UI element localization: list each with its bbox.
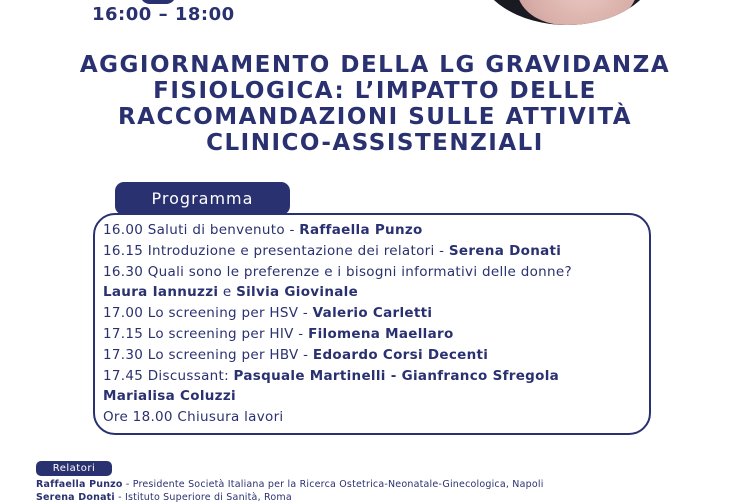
speaker-name: Serena Donati: [448, 242, 562, 259]
title-line: CLINICO-ASSISTENZIALI: [206, 130, 544, 156]
program-item: 17.00 Lo screening per HSV - Valerio Carletti: [103, 305, 433, 322]
relatore-name: Raffaella Punzo: [36, 479, 123, 490]
speaker-name: Pasquale Martinelli - Gianfranco Sfregola: [233, 367, 560, 384]
program-item: 16.30 Quali sono le preferenze e i bisogni informativi delle donne?: [103, 263, 572, 280]
speaker-name: Laura Iannuzzi: [103, 284, 219, 301]
relatore-item: Serena Donati - Istituto Superiore di Sanità, Roma: [36, 492, 292, 503]
title-line: RACCOMANDAZIONI SULLE ATTIVITÀ: [117, 104, 633, 130]
program-item: Laura Iannuzzi e Silvia Giovinale: [103, 284, 359, 301]
speaker-name: Silvia Giovinale: [236, 284, 359, 301]
program-item: 17.45 Discussant: Pasquale Martinelli - Gianfranco Sfregola: [103, 367, 560, 384]
speaker-photo: [477, 0, 657, 25]
speaker-name: Edoardo Corsi Decenti: [312, 346, 489, 363]
event-title: [0, 52, 750, 156]
title-line: AGGIORNAMENTO DELLA LG GRAVIDANZA: [79, 52, 671, 78]
program-item: 17.15 Lo screening per HIV - Filomena Maellaro: [103, 325, 454, 342]
program-item: 17.30 Lo screening per HBV - Edoardo Corsi Decenti: [103, 346, 489, 363]
programma-label: Programma: [115, 182, 290, 215]
speaker-name: Marialisa Coluzzi: [103, 388, 236, 405]
program-item: 16.15 Introduzione e presentazione dei relatori - Serena Donati: [103, 242, 562, 259]
relatore-name: Serena Donati: [36, 492, 115, 503]
speaker-name: Raffaella Punzo: [299, 222, 423, 238]
programma-list: [103, 220, 648, 428]
speaker-name: Filomena Maellaro: [308, 325, 454, 342]
program-item: Ore 18.00 Chiusura lavori: [103, 409, 284, 426]
event-time: 16:00 – 18:00: [92, 4, 235, 25]
title-line: FISIOLOGICA: L’IMPATTO DELLE: [153, 78, 597, 104]
relatori-label: Relatori: [36, 461, 112, 476]
program-item: [103, 386, 648, 407]
program-item: 16.00 Saluti di benvenuto - Raffaella Punzo: [103, 222, 423, 238]
relatori-list: [36, 478, 736, 504]
speaker-name: Valerio Carletti: [312, 305, 433, 322]
relatore-item: Raffaella Punzo - Presidente Società Italiana per la Ricerca Ostetrica-Neonatale-Ginecologica, Napoli: [36, 479, 544, 490]
